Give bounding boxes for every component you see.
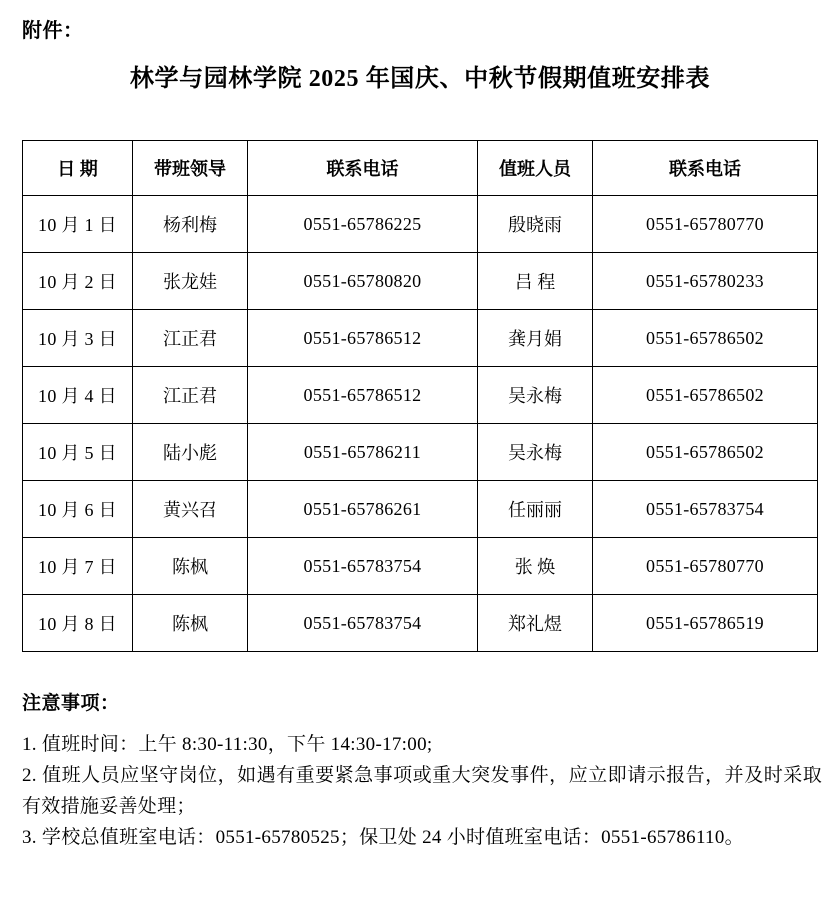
cell-staff: 吴永梅 — [478, 424, 593, 481]
duty-schedule-table — [22, 140, 818, 652]
table-row — [23, 595, 818, 652]
table-header-row — [23, 141, 818, 196]
note-line-3: 3. 学校总值班室电话：0551-65780525；保卫处 24 小时值班室电话：0551-65786110。 — [22, 827, 744, 848]
cell-leader: 张龙娃 — [133, 253, 248, 310]
note-line-1: 1. 值班时间：上午 8:30-11:30，下午 14:30-17:00; — [22, 734, 433, 755]
cell-staff-phone: 0551-65786502 — [593, 310, 818, 367]
table-body — [23, 196, 818, 652]
notes-section — [22, 688, 822, 853]
cell-staff: 吕 程 — [478, 253, 593, 310]
cell-staff-phone: 0551-65786502 — [593, 424, 818, 481]
cell-date: 10 月 1 日 — [23, 196, 133, 253]
cell-staff: 任丽丽 — [478, 481, 593, 538]
attachment-label: 附件： — [22, 20, 84, 42]
cell-leader: 杨利梅 — [133, 196, 248, 253]
table-row — [23, 367, 818, 424]
cell-date: 10 月 7 日 — [23, 538, 133, 595]
cell-date: 10 月 5 日 — [23, 424, 133, 481]
notes-title: 注意事项： — [22, 693, 120, 714]
column-header-leader-phone: 联系电话 — [248, 141, 478, 196]
table-row — [23, 310, 818, 367]
cell-staff: 吴永梅 — [478, 367, 593, 424]
cell-leader: 黄兴召 — [133, 481, 248, 538]
cell-date: 10 月 4 日 — [23, 367, 133, 424]
cell-leader-phone: 0551-65783754 — [248, 595, 478, 652]
cell-date: 10 月 3 日 — [23, 310, 133, 367]
cell-leader-phone: 0551-65786211 — [248, 424, 478, 481]
duty-schedule-table-wrapper — [22, 140, 817, 652]
cell-leader: 江正君 — [133, 367, 248, 424]
cell-leader-phone: 0551-65780820 — [248, 253, 478, 310]
table-row — [23, 538, 818, 595]
cell-staff-phone: 0551-65783754 — [593, 481, 818, 538]
cell-leader-phone: 0551-65786512 — [248, 367, 478, 424]
cell-leader-phone: 0551-65786261 — [248, 481, 478, 538]
cell-staff: 殷晓雨 — [478, 196, 593, 253]
column-header-date: 日 期 — [23, 141, 133, 196]
cell-date: 10 月 6 日 — [23, 481, 133, 538]
column-header-staff-phone: 联系电话 — [593, 141, 818, 196]
cell-staff-phone: 0551-65780770 — [593, 538, 818, 595]
table-row — [23, 481, 818, 538]
cell-staff: 郑礼煜 — [478, 595, 593, 652]
column-header-leader: 带班领导 — [133, 141, 248, 196]
table-header — [23, 141, 818, 196]
note-line-2: 2. 值班人员应坚守岗位，如遇有重要紧急事项或重大突发事件，应立即请示报告，并及时采取有效措施妥善处理； — [22, 765, 822, 817]
cell-staff-phone: 0551-65786502 — [593, 367, 818, 424]
cell-staff-phone: 0551-65780233 — [593, 253, 818, 310]
cell-leader: 江正君 — [133, 310, 248, 367]
cell-leader: 陈枫 — [133, 595, 248, 652]
table-row — [23, 253, 818, 310]
cell-date: 10 月 8 日 — [23, 595, 133, 652]
table-row — [23, 424, 818, 481]
cell-leader-phone: 0551-65786225 — [248, 196, 478, 253]
cell-staff-phone: 0551-65786519 — [593, 595, 818, 652]
cell-leader-phone: 0551-65786512 — [248, 310, 478, 367]
cell-staff-phone: 0551-65780770 — [593, 196, 818, 253]
cell-staff: 龚月娟 — [478, 310, 593, 367]
cell-leader: 陆小彪 — [133, 424, 248, 481]
cell-staff: 张 焕 — [478, 538, 593, 595]
cell-date: 10 月 2 日 — [23, 253, 133, 310]
column-header-staff: 值班人员 — [478, 141, 593, 196]
cell-leader: 陈枫 — [133, 538, 248, 595]
cell-leader-phone: 0551-65783754 — [248, 538, 478, 595]
page-title: 林学与园林学院 2025 年国庆、中秋节假期值班安排表 — [129, 66, 711, 92]
table-row — [23, 196, 818, 253]
